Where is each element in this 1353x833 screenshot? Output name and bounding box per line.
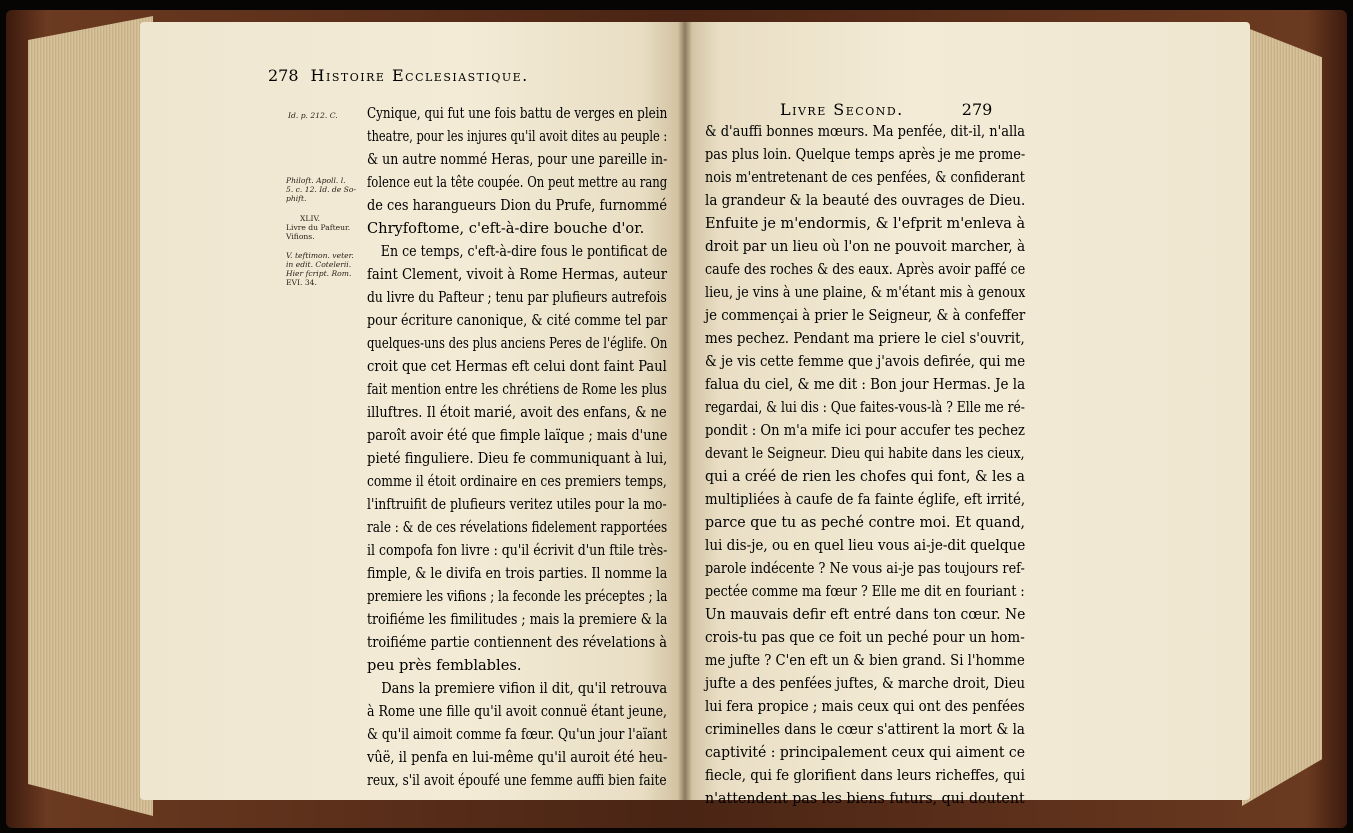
- text-line: n'attendent pas les biens futurs, qui doutent: [705, 790, 1025, 807]
- text-line: reux, s'il avoit époufé une femme auffi bien faite: [367, 772, 667, 789]
- text-line: fimple, & le divifa en trois parties. Il nomme la: [367, 565, 668, 582]
- text-line: Enfuite je m'endormis, & l'efprit m'enleva à: [705, 215, 1026, 232]
- text-line: Dans la premiere vifion il dit, qu'il retrouva: [381, 680, 668, 697]
- right-running-head: Livre Second.: [780, 100, 904, 119]
- text-line: comme il étoit ordinaire en ces premiers temps,: [367, 473, 667, 490]
- text-line: croit que cet Hermas eft celui dont faint Paul: [367, 358, 667, 375]
- margin-note-line: Livre du Pafteur.: [286, 223, 351, 232]
- text-line: multipliées à caufe de fa fainte églife, eft irrité,: [705, 491, 1026, 508]
- margin-note-line: Vifions.: [286, 232, 315, 241]
- left-body-text: [367, 102, 667, 792]
- text-line: vûë, il penfa en lui-même qu'il auroit été heu-: [367, 749, 668, 766]
- margin-note-line: EVI. 34.: [286, 278, 317, 287]
- text-line: paroît avoir été que fimple laïque ; mais d'une: [367, 427, 668, 444]
- text-line: à Rome une fille qu'il avoit connuë étant jeune,: [367, 703, 668, 720]
- margin-note-2: [286, 176, 356, 203]
- margin-note-line: Hier fcript. Rom.: [286, 269, 352, 278]
- left-running-head: Histoire Ecclesiastique.: [310, 66, 529, 85]
- left-page-header: [256, 66, 529, 85]
- text-line: quelques-uns des plus anciens Peres de l'églife. On: [367, 335, 668, 352]
- text-line: pectée comme ma fœur ? Elle me dit en fouriant :: [705, 583, 1025, 600]
- book-gutter: [678, 22, 692, 800]
- text-line: pondit : On m'a mife ici pour accufer tes pechez: [705, 422, 1025, 439]
- text-line: me jufte ? C'en eft un & bien grand. Si l'homme: [705, 652, 1025, 669]
- text-line: parole indécente ? Ne vous ai-je pas toujours ref-: [705, 560, 1025, 577]
- text-line: pour écriture canonique, & cité comme tel par: [367, 312, 668, 329]
- text-line: qui a créé de rien les chofes qui font, & les a: [705, 468, 1025, 485]
- text-line: fiecle, qui fe glorifient dans leurs richeffes, qui: [705, 767, 1025, 784]
- text-line: lieu, je vins à une plaine, & m'étant mis à genoux: [705, 284, 1026, 301]
- margin-note-3: [286, 214, 350, 241]
- text-line: caufe des roches & des eaux. Après avoir paffé ce: [705, 261, 1026, 278]
- text-line: peu près femblables.: [367, 657, 522, 674]
- margin-note-line: Philoft. Apoll. l.: [286, 176, 346, 185]
- text-line: nois m'entretenant de ces penfées, & confiderant: [705, 169, 1025, 186]
- text-line: du livre du Pafteur ; tenu par plufieurs autrefois: [367, 289, 667, 306]
- text-line: je commençai à prier le Seigneur, & à confeffer: [705, 307, 1026, 324]
- text-line: mes pechez. Pendant ma priere le ciel s'ouvrit,: [705, 330, 1025, 347]
- text-line: illuftres. Il étoit marié, avoit des enfans, & ne: [367, 404, 667, 421]
- margin-note-line: phift.: [286, 194, 307, 203]
- text-line: jufte a des penfées juftes, & marche droit, Dieu: [705, 675, 1026, 692]
- page-edges-left: [28, 16, 153, 816]
- text-line: regardai, & lui dis : Que faites-vous-là ? Elle me ré-: [705, 399, 1025, 416]
- text-line: devant le Seigneur. Dieu qui habite dans les cieux,: [705, 445, 1025, 462]
- text-line: & un autre nommé Heras, pour une pareille in-: [367, 151, 668, 168]
- text-line: criminelles dans le cœur s'attirent la mort & la: [705, 721, 1025, 738]
- left-page-number: 278: [268, 66, 299, 85]
- text-line: lui dis-je, ou en quel lieu vous ai-je-dit quelque: [705, 537, 1026, 554]
- margin-note-line: 5. c. 12. Id. de So-: [286, 185, 357, 194]
- text-line: captivité : principalement ceux qui aiment ce: [705, 744, 1025, 761]
- text-line: lui fera propice ; mais ceux qui ont des penfées: [705, 698, 1025, 715]
- text-line: En ce temps, c'eft-à-dire fous le pontificat de: [380, 243, 668, 260]
- text-line: & qu'il aimoit comme fa fœur. Qu'un jour l'aïant: [367, 726, 668, 743]
- text-line: & d'auffi bonnes mœurs. Ma penfée, dit-il, n'alla: [705, 123, 1026, 140]
- text-line: droit par un lieu où l'on ne pouvoit marcher, à: [705, 238, 1026, 255]
- text-line: l'inftruifit de plufieurs veritez utiles pour la mo-: [367, 496, 667, 513]
- margin-note-1: [288, 111, 338, 120]
- text-line: falua du ciel, & me dit : Bon jour Hermas. Je la: [705, 376, 1026, 393]
- page-edges-right: [1242, 26, 1322, 806]
- text-line: il compofa fon livre : qu'il écrivit d'un ftile très-: [367, 542, 668, 559]
- text-line: fait mention entre les chrétiens de Rome les plus: [367, 381, 667, 398]
- text-line: rale : & de ces révelations fidelement rapportées: [367, 519, 668, 536]
- margin-note-line: V. teftimon. veter.: [286, 251, 354, 260]
- text-line: & je vis cette femme que j'avois defirée, qui me: [705, 353, 1026, 370]
- text-line: Chryfoftome, c'eft-à-dire bouche d'or.: [367, 220, 645, 237]
- text-line: Un mauvais defir eft entré dans ton cœur. Ne: [705, 606, 1026, 623]
- right-page-number: 279: [961, 100, 993, 119]
- margin-note-4: [286, 251, 354, 287]
- text-line: la grandeur & la beauté des ouvrages de Dieu.: [705, 192, 1026, 209]
- text-line: theatre, pour les injures qu'il avoit dites au peuple :: [367, 128, 668, 145]
- right-page-header: [780, 100, 1004, 119]
- text-line: premiere les vifions ; la feconde les préceptes ; la: [367, 588, 668, 605]
- text-line: pieté finguliere. Dieu fe communiquant à lui,: [367, 450, 668, 467]
- text-line: troifiéme partie contiennent des révelations à: [367, 634, 668, 651]
- margin-note-line: in edit. Cotelerii.: [286, 260, 352, 269]
- text-line: pas plus loin. Quelque temps après je me prome-: [705, 146, 1026, 163]
- margin-note-line: XLIV.: [300, 214, 321, 223]
- margin-note-line: Id. p. 212. C.: [288, 111, 338, 120]
- text-line: faint Clement, vivoit à Rome Hermas, auteur: [367, 266, 668, 283]
- text-line: de ces harangueurs Dion du Prufe, furnommé: [367, 197, 668, 214]
- text-line: folence eut la tête coupée. On peut mettre au rang: [367, 174, 668, 191]
- text-line: Cynique, qui fut une fois battu de verges en plein: [367, 105, 668, 122]
- right-body-text: [705, 120, 1025, 810]
- text-line: parce que tu as peché contre moi. Et quand,: [705, 514, 1026, 531]
- text-line: troifiéme les fimilitudes ; mais la premiere & la: [367, 611, 668, 628]
- text-line: crois-tu pas que ce foit un peché pour un hom-: [705, 629, 1025, 646]
